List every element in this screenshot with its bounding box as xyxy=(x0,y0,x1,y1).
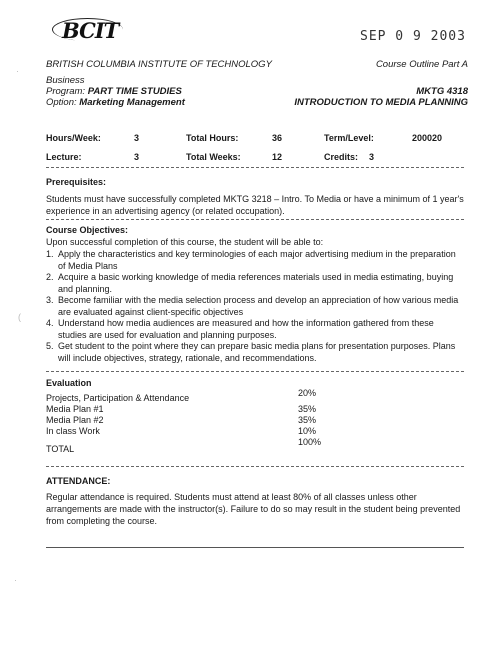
prerequisites-heading: Prerequisites: xyxy=(46,177,107,187)
scan-speck: ( xyxy=(18,312,21,322)
option-value: Marketing Management xyxy=(79,97,185,108)
objective-text: Understand how media audiences are measured and how the information gathered from these studies are used for evaluation and planning purposes. xyxy=(58,318,434,340)
attendance-heading: ATTENDANCE: xyxy=(46,476,111,486)
objectives-heading: Course Objectives: xyxy=(46,225,129,235)
objective-text: Apply the characteristics and key terminologies of each major advertising medium in the preparation of Media Plans xyxy=(58,249,456,271)
objective-number: 2. xyxy=(46,272,54,282)
term-level-label: Term/Level: xyxy=(324,133,374,143)
divider xyxy=(46,167,464,168)
evaluation-weight: 35% xyxy=(298,404,317,414)
objective-text: Get student to the point where they can prepare basic media plans for presentation purposes. Plans will include objectives, strategy, rationale, and recommendations. xyxy=(58,341,456,363)
objective-number: 1. xyxy=(46,249,54,259)
bcit-logo xyxy=(56,14,122,48)
program-label: Program: xyxy=(46,86,86,97)
evaluation-item: Media Plan #1 xyxy=(46,404,104,414)
total-hours-value: 36 xyxy=(272,133,283,143)
evaluation-weight: 20% xyxy=(298,388,317,398)
institute-name: BRITISH COLUMBIA INSTITUTE OF TECHNOLOGY xyxy=(46,59,272,70)
prerequisites-text: Students must have successfully completed MKTG 3218 – Intro. To Media or have a minimum of 1 year's experience in an advertising agency (or related occupation). xyxy=(46,194,464,216)
scan-speck: · xyxy=(16,66,19,76)
evaluation-item: Projects, Participation & Attendance xyxy=(46,393,190,403)
objectives-intro: Upon successful completion of this course, the student will be able to: xyxy=(46,237,324,247)
total-hours-label: Total Hours: xyxy=(186,133,239,143)
objective-text: Become familiar with the media selection process and develop an appreciation of how various media are evaluated against client-specific objectives xyxy=(58,295,459,317)
hours-week-label: Hours/Week: xyxy=(46,133,101,143)
option-line xyxy=(46,97,185,108)
total-weeks-value: 12 xyxy=(272,152,283,162)
objective-number: 5. xyxy=(46,341,54,351)
divider xyxy=(46,219,464,220)
program-value: PART TIME STUDIES xyxy=(87,86,182,97)
objective-number: 3. xyxy=(46,295,54,305)
evaluation-total-label: TOTAL xyxy=(46,444,75,454)
divider xyxy=(46,547,464,548)
option-label: Option: xyxy=(46,97,77,108)
divider xyxy=(46,371,464,372)
date-stamp: SEP 0 9 2003 xyxy=(360,29,466,44)
evaluation-heading: Evaluation xyxy=(46,378,92,388)
lecture-label: Lecture: xyxy=(46,152,82,162)
evaluation-weight: 10% xyxy=(298,426,317,436)
term-level-value: 200020 xyxy=(412,133,443,143)
logo-text: BCIT xyxy=(62,18,119,43)
hours-week-value: 3 xyxy=(134,133,140,143)
course-title: INTRODUCTION TO MEDIA PLANNING xyxy=(294,97,468,108)
objective-text: Acquire a basic working knowledge of media references materials used in media estimating, buying and planning. xyxy=(58,272,454,294)
divider xyxy=(46,466,464,467)
lecture-value: 3 xyxy=(134,152,140,162)
credits-value: 3 xyxy=(369,152,375,162)
total-weeks-label: Total Weeks: xyxy=(186,152,241,162)
scan-speck: · xyxy=(14,575,17,585)
school-name: Business xyxy=(46,75,85,86)
program-line xyxy=(46,86,182,97)
evaluation-item: Media Plan #2 xyxy=(46,415,104,425)
evaluation-item: In class Work xyxy=(46,426,100,436)
outline-label: Course Outline Part A xyxy=(375,59,468,70)
credits-label: Credits: xyxy=(324,152,359,162)
evaluation-weight: 35% xyxy=(298,415,317,425)
objective-number: 4. xyxy=(46,318,54,328)
evaluation-total-value: 100% xyxy=(298,437,322,447)
attendance-text: Regular attendance is required. Students must attend at least 80% of all classes unless other arrangements are made with the instructor(s). Failure to do so may result in the student being prevented from completing the course. xyxy=(46,492,461,526)
course-code: MKTG 4318 xyxy=(416,86,468,97)
